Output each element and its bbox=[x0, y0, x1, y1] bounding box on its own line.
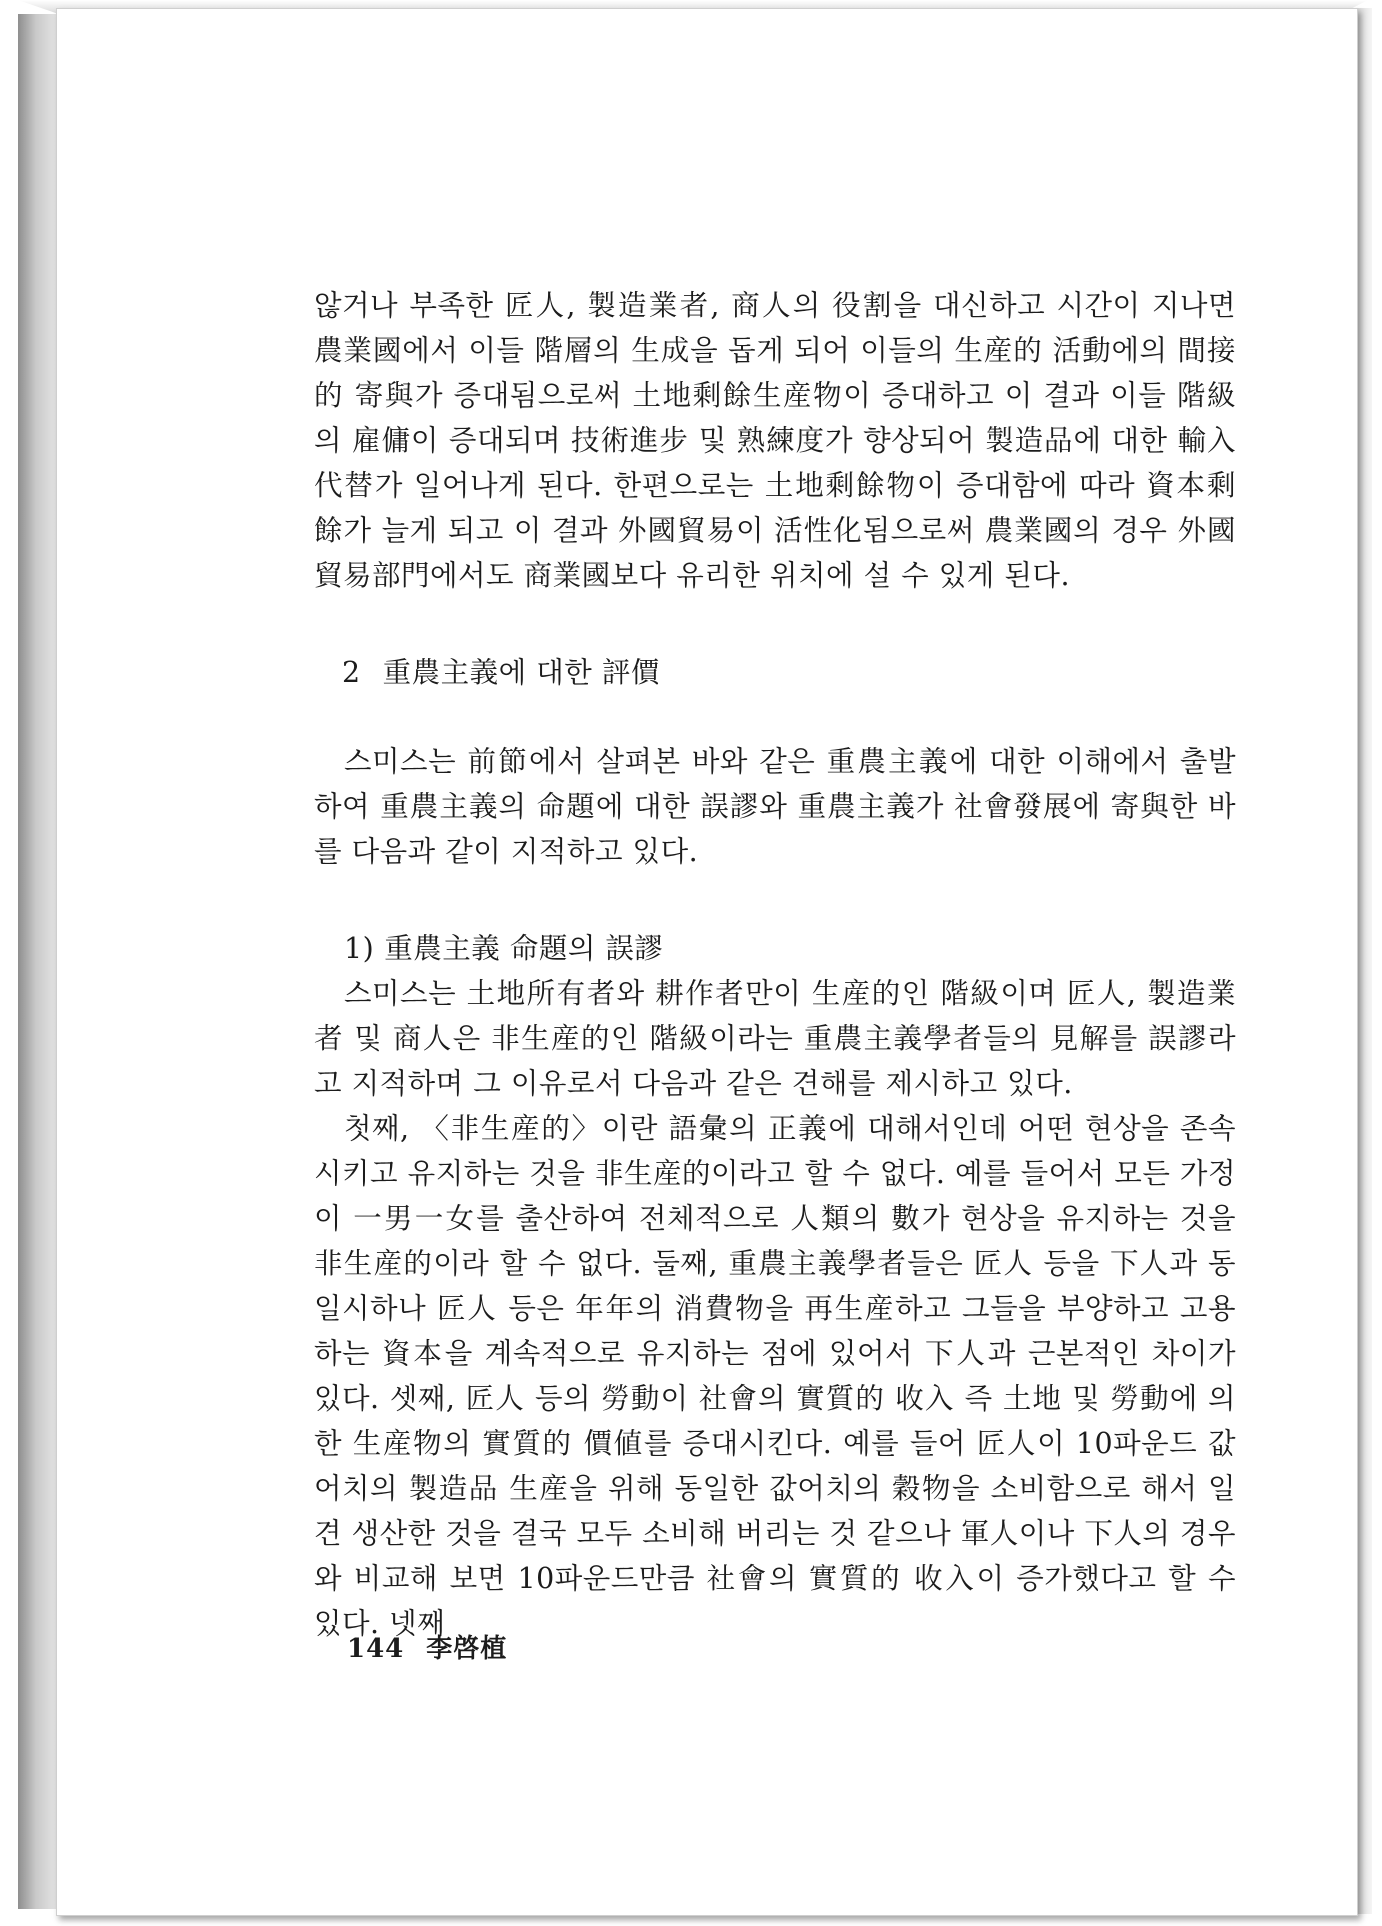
paragraph-reasons: 첫째, 〈非生産的〉이란 語彙의 正義에 대해서인데 어떤 현상을 존속시키고 유지하는 것을 非生産的이라고 할 수 없다. 예를 들어서 모든 가정이 一男一女를 출산하여 전체적으로 人類의 數가 현상을 유지하는 것을 非生産的이라 할 수 없다. 둘째, 重農主義學者들은 匠人 등을 下人과 동일시하나 匠人 등은 年年의 消費物을 再生産하고 그들을 부양하고 고용하는 資本을 계속적으로 유지하는 점에 있어서 下人과 근본적인 차이가 있다. 셋째, 匠人 등의 勞動이 社會의 實質的 收入 즉 土地 및 勞動에 의한 生産物의 實質的 價値를 증대시킨다. 예를 들어 匠人이 10파운드 값어치의 製造品 生産을 위해 동일한 값어치의 穀物을 소비함으로 해서 일견 생산한 것을 결국 모두 소비해 버리는 것 같으나 軍人이나 下人의 경우와 비교해 보면 10파운드만큼 社會의 實質的 收入이 증가했다고 할 수 있다. 넷째 bbox=[314, 1112, 1236, 1640]
book-right-edge bbox=[1356, 8, 1372, 1914]
section-intro-paragraph: 스미스는 前節에서 살펴본 바와 같은 重農主義에 대한 이해에서 출발하여 重農主義의 命題에 대한 誤謬와 重農主義가 社會發展에 寄與한 바를 다음과 같이 지적하고 있다. bbox=[314, 745, 1236, 868]
section-number: 2 bbox=[342, 656, 361, 689]
section-title: 重農主義에 대한 評價 bbox=[382, 656, 660, 689]
book-spine bbox=[18, 14, 58, 1909]
page-number: 144 bbox=[347, 1634, 405, 1664]
paragraph-continued: 않거나 부족한 匠人, 製造業者, 商人의 役割을 대신하고 시간이 지나면 農業國에서 이들 階層의 生成을 돕게 되어 이들의 生産的 活動에의 間接的 寄與가 증대됨으로써 土地剩餘生産物이 증대하고 이 결과 이들 階級의 雇傭이 증대되며 技術進步 및 熟練度가 향상되어 製造品에 대한 輸入代替가 일어나게 된다. 한편으로는 土地剩餘物이 증대함에 따라 資本剩餘가 늘게 되고 이 결과 外國貿易이 活性化됨으로써 農業國의 경우 外國貿易部門에서도 商業國보다 유리한 위치에 설 수 있게 된다. bbox=[314, 289, 1236, 592]
subsection-title: 重農主義 命題의 誤謬 bbox=[384, 932, 664, 965]
subsection-number: 1) bbox=[344, 932, 375, 965]
section-heading bbox=[314, 650, 1236, 695]
author-name: 李啓植 bbox=[426, 1634, 508, 1664]
paragraph-smith-critique: 스미스는 土地所有者와 耕作者만이 生産的인 階級이며 匠人, 製造業者 및 商人은 非生産的인 階級이라는 重農主義學者들의 見解를 誤謬라고 지적하며 그 이유로서 다음과 같은 견해를 제시하고 있다. bbox=[314, 977, 1236, 1100]
body-text bbox=[314, 283, 1236, 1646]
page-footer bbox=[347, 1628, 507, 1665]
subsection-heading bbox=[314, 926, 1236, 971]
